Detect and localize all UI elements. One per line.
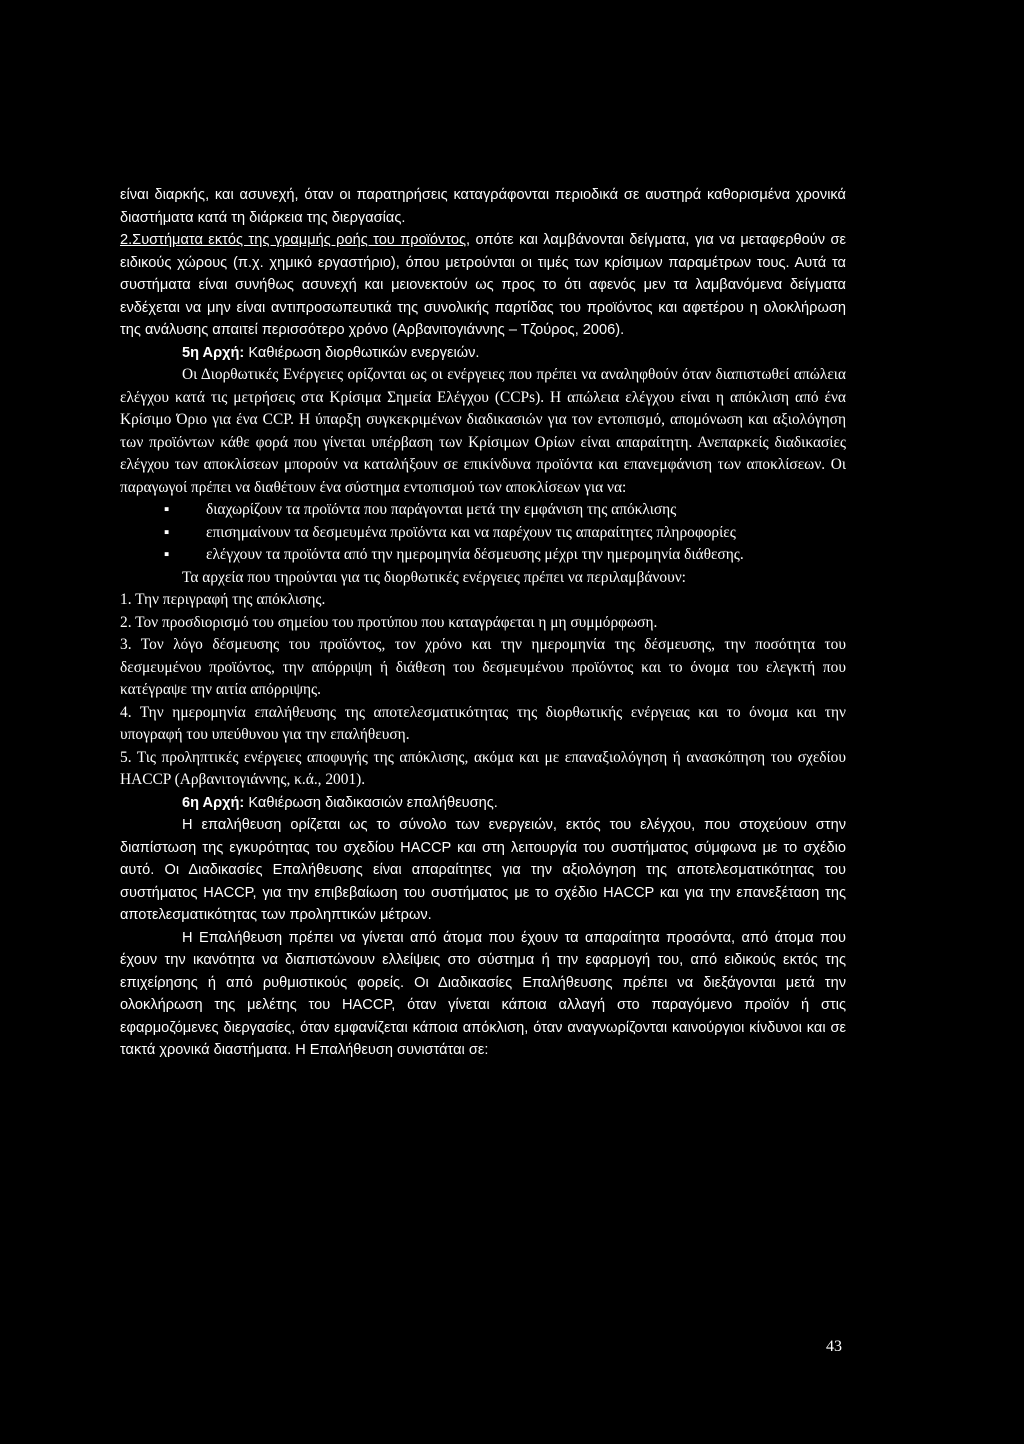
record-item: 1. Την περιγραφή της απόκλισης. <box>120 591 326 608</box>
list-item: ▪ ελέγχουν τα προϊόντα από την ημερομηνία δέσμευσης μέχρι την ημερομηνία διάθεσης. <box>162 544 846 567</box>
item-2-label: 2.Συστήματα εκτός της γραμμής ροής του προϊόντος <box>120 232 467 248</box>
verification-paragraph-2: Η Επαλήθευση πρέπει να γίνεται από άτομα που έχουν τα απαραίτητα προσόντα, από άτομα που έχουν την ικανότητα να διαπιστώνουν ελλείψεις στο σύστημα ή την εφαρμογή του, από ειδικούς εκτός της επιχείρησης ή από ρυθμιστικούς φορείς. Οι Διαδικασίες Επαλήθευσης πρέπει να διεξάγονται μετά την ολοκλήρωση της μελέτης του HACCP, όταν γίνεται κάποια αλλαγή στο παραγόμενο προϊόν ή στις εφαρμοζόμενες διεργασίες, όταν εμφανίζεται κάποια απόκλιση, όταν αναγνωρίζονται καινούργιοι κίνδυνοι και σε τακτά χρονικά διαστήματα. Η Επαλήθευση συνιστάται σε: <box>120 929 846 1058</box>
intro-continuation: είναι διαρκής, και ασυνεχή, όταν οι παρατηρήσεις καταγράφονται περιοδικά σε αυστηρά καθορισμένα χρονικά διαστήματα κατά τη διάρκεια της διεργασίας. <box>120 187 846 226</box>
bullet-list <box>120 499 846 567</box>
records-intro: Τα αρχεία που τηρούνται για τις διορθωτικές ενέργειες πρέπει να περιλαμβάνουν: <box>182 568 686 586</box>
bullet-icon: ▪ <box>164 523 170 541</box>
principle-5-title: Καθιέρωση διορθωτικών ενεργειών. <box>244 344 480 361</box>
document-page <box>120 184 846 1062</box>
principle-6-label: 6η Αρχή: <box>182 794 245 811</box>
item-2-text: , οπότε και λαμβάνονται δείγματα, για να μεταφερθούν σε ειδικούς χώρους (π.χ. χημικό εργαστήριο), όπου μετρούνται οι τιμές των κρίσιμων παραμέτρων τους. Αυτά τα συστήματα είναι συνήθως ασυνεχή και μειονεκτούν ως προς το ότι αφενός μεν τα λαμβανόμενα δείγματα ενδέχεται να μην είναι αντιπροσωπευτικά της συνολικής παρτίδας του προϊόντος και αφετέρου η ολοκλήρωση της ανάλυσης απαιτεί περισσότερο χρόνο (Αρβανιτογιάννης – Τζούρος, 2006). <box>120 232 846 338</box>
bullet-icon: ▪ <box>164 546 170 563</box>
record-item: 3. Τον λόγο δέσμευσης του προϊόντος, τον χρόνο και την ημερομηνία της δέσμευσης, την ποσότητα του δεσμευμένου προϊόντος, την απόρριψη ή διάθεση του δεσμευμένου προϊόντος και το όνομα του ελεγκτή που κατέγραψε την αιτία απόρριψης. <box>120 636 846 698</box>
record-item: 4. Την ημερομηνία επαλήθευσης της αποτελεσματικότητας της διορθωτικής ενέργειας και το όνομα και την υπογραφή του υπεύθυνου για την επαλήθευση. <box>120 703 846 743</box>
item-2-paragraph <box>120 229 846 342</box>
principle-6-heading <box>120 792 846 815</box>
page-number: 43 <box>826 1338 842 1355</box>
corrective-actions-paragraph: Οι Διορθωτικές Ενέργειες ορίζονται ως οι ενέργειες που πρέπει να αναληφθούν όταν διαπιστωθεί απώλεια ελέγχου κατά τις μετρήσεις στα Κρίσιμα Σημεία Ελέγχου (CCPs). Η απώλεια ελέγχου είναι η απόκλιση από ένα Κρίσιμο Όριο για ένα CCP. Η ύπαρξη συγκεκριμένων διαδικασιών για τον εντοπισμό, απομόνωση και αξιολόγηση των προϊόντων κάθε φορά που γίνεται υπέρβαση των Κρίσιμων Ορίων είναι απαραίτητη. Ανεπαρκείς διαδικασίες ελέγχου των αποκλίσεων μπορούν να καταλήξουν σε επικίνδυνα προϊόντα και επανεμφάνιση των αποκλίσεων. Οι παραγωγοί πρέπει να διαθέτουν ένα σύστημα εντοπισμού των αποκλίσεων για να: <box>120 366 846 496</box>
list-item: ▪ διαχωρίζουν τα προϊόντα που παράγονται μετά την εμφάνιση της απόκλισης <box>162 499 846 522</box>
principle-5-heading <box>120 342 846 365</box>
bullet-icon: ▪ <box>164 501 170 518</box>
list-item: ▪ επισημαίνουν τα δεσμευμένα προϊόντα και να παρέχουν τις απαραίτητες πληροφορίες <box>162 522 846 545</box>
verification-paragraph: Η επαλήθευση ορίζεται ως το σύνολο των ενεργειών, εκτός του ελέγχου, που στοχεύουν στην διαπίστωση της εγκυρότητας του σχεδίου HACCP και στη λειτουργία του συστήματος σύμφωνα με το σχέδιο αυτό. Οι Διαδικασίες Επαλήθευσης είναι απαραίτητες για την αξιολόγηση της αποτελεσματικότητας του συστήματος HACCP, για την επιβεβαίωση του συστήματος με το σχέδιο HACCP και για την επανεξέταση της αποτελεσματικότητας των προληπτικών μέτρων. <box>120 817 846 923</box>
principle-6-title: Καθιέρωση διαδικασιών επαλήθευσης. <box>244 794 498 811</box>
principle-5-label: 5η Αρχή: <box>182 344 245 361</box>
record-item: 2. Τον προσδιορισμό του σημείου του προτύπου που καταγράφεται η μη συμμόρφωση. <box>120 613 658 631</box>
record-item: 5. Τις προληπτικές ενέργειες αποφυγής της απόκλισης, ακόμα και με επαναξιολόγηση ή ανασκόπηση του σχεδίου HACCP (Αρβανιτογιάννης, κ.ά., 2001). <box>120 748 846 788</box>
